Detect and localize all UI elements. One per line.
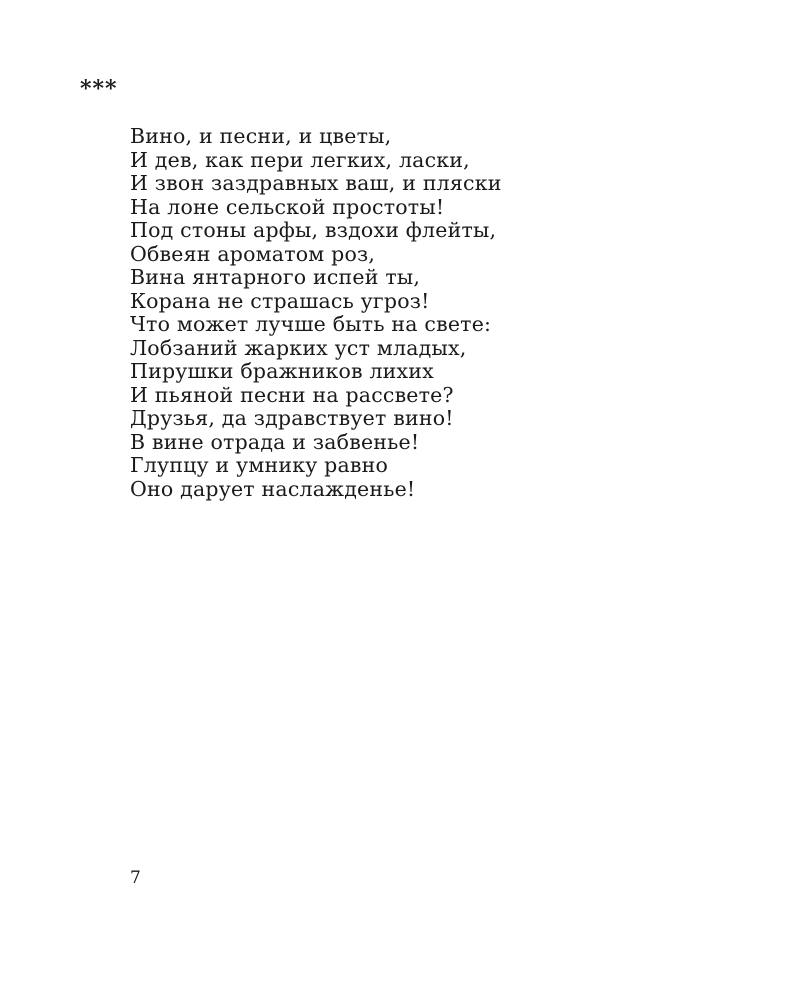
poem-line: Вина янтарного испей ты, xyxy=(130,265,421,289)
poem-line: Под стоны арфы, вздохи флейты, xyxy=(130,218,497,242)
page-number: 7 xyxy=(130,868,141,888)
poem-line: Друзья, да здравствует вино! xyxy=(130,406,454,430)
poem-line: Обвеян ароматом роз, xyxy=(130,241,376,266)
poem-text xyxy=(130,125,750,501)
poem-line: Что может лучше быть на свете: xyxy=(130,312,492,336)
poem-line: В вине отрада и забвенье! xyxy=(130,429,420,454)
poem-line: И дев, как пери легких, ласки, xyxy=(130,147,470,172)
poem-line: Пирушки бражников лихих xyxy=(130,359,434,383)
poem-line: Оно дарует наслажденье! xyxy=(130,476,416,501)
poem-line: Вино, и песни, и цветы, xyxy=(130,124,392,148)
poem-line: И звон заздравных ваш, и пляски xyxy=(130,171,502,195)
poem-line: Лобзаний жарких уст младых, xyxy=(130,335,467,360)
section-marker: *** xyxy=(80,76,118,102)
poem-line: На лоне сельской простоты! xyxy=(130,194,445,219)
poem-line: Глупцу и умнику равно xyxy=(130,453,389,477)
poem-line: И пьяной песни на рассвете? xyxy=(130,382,454,407)
poem-line: Корана не страшась угроз! xyxy=(130,288,430,313)
